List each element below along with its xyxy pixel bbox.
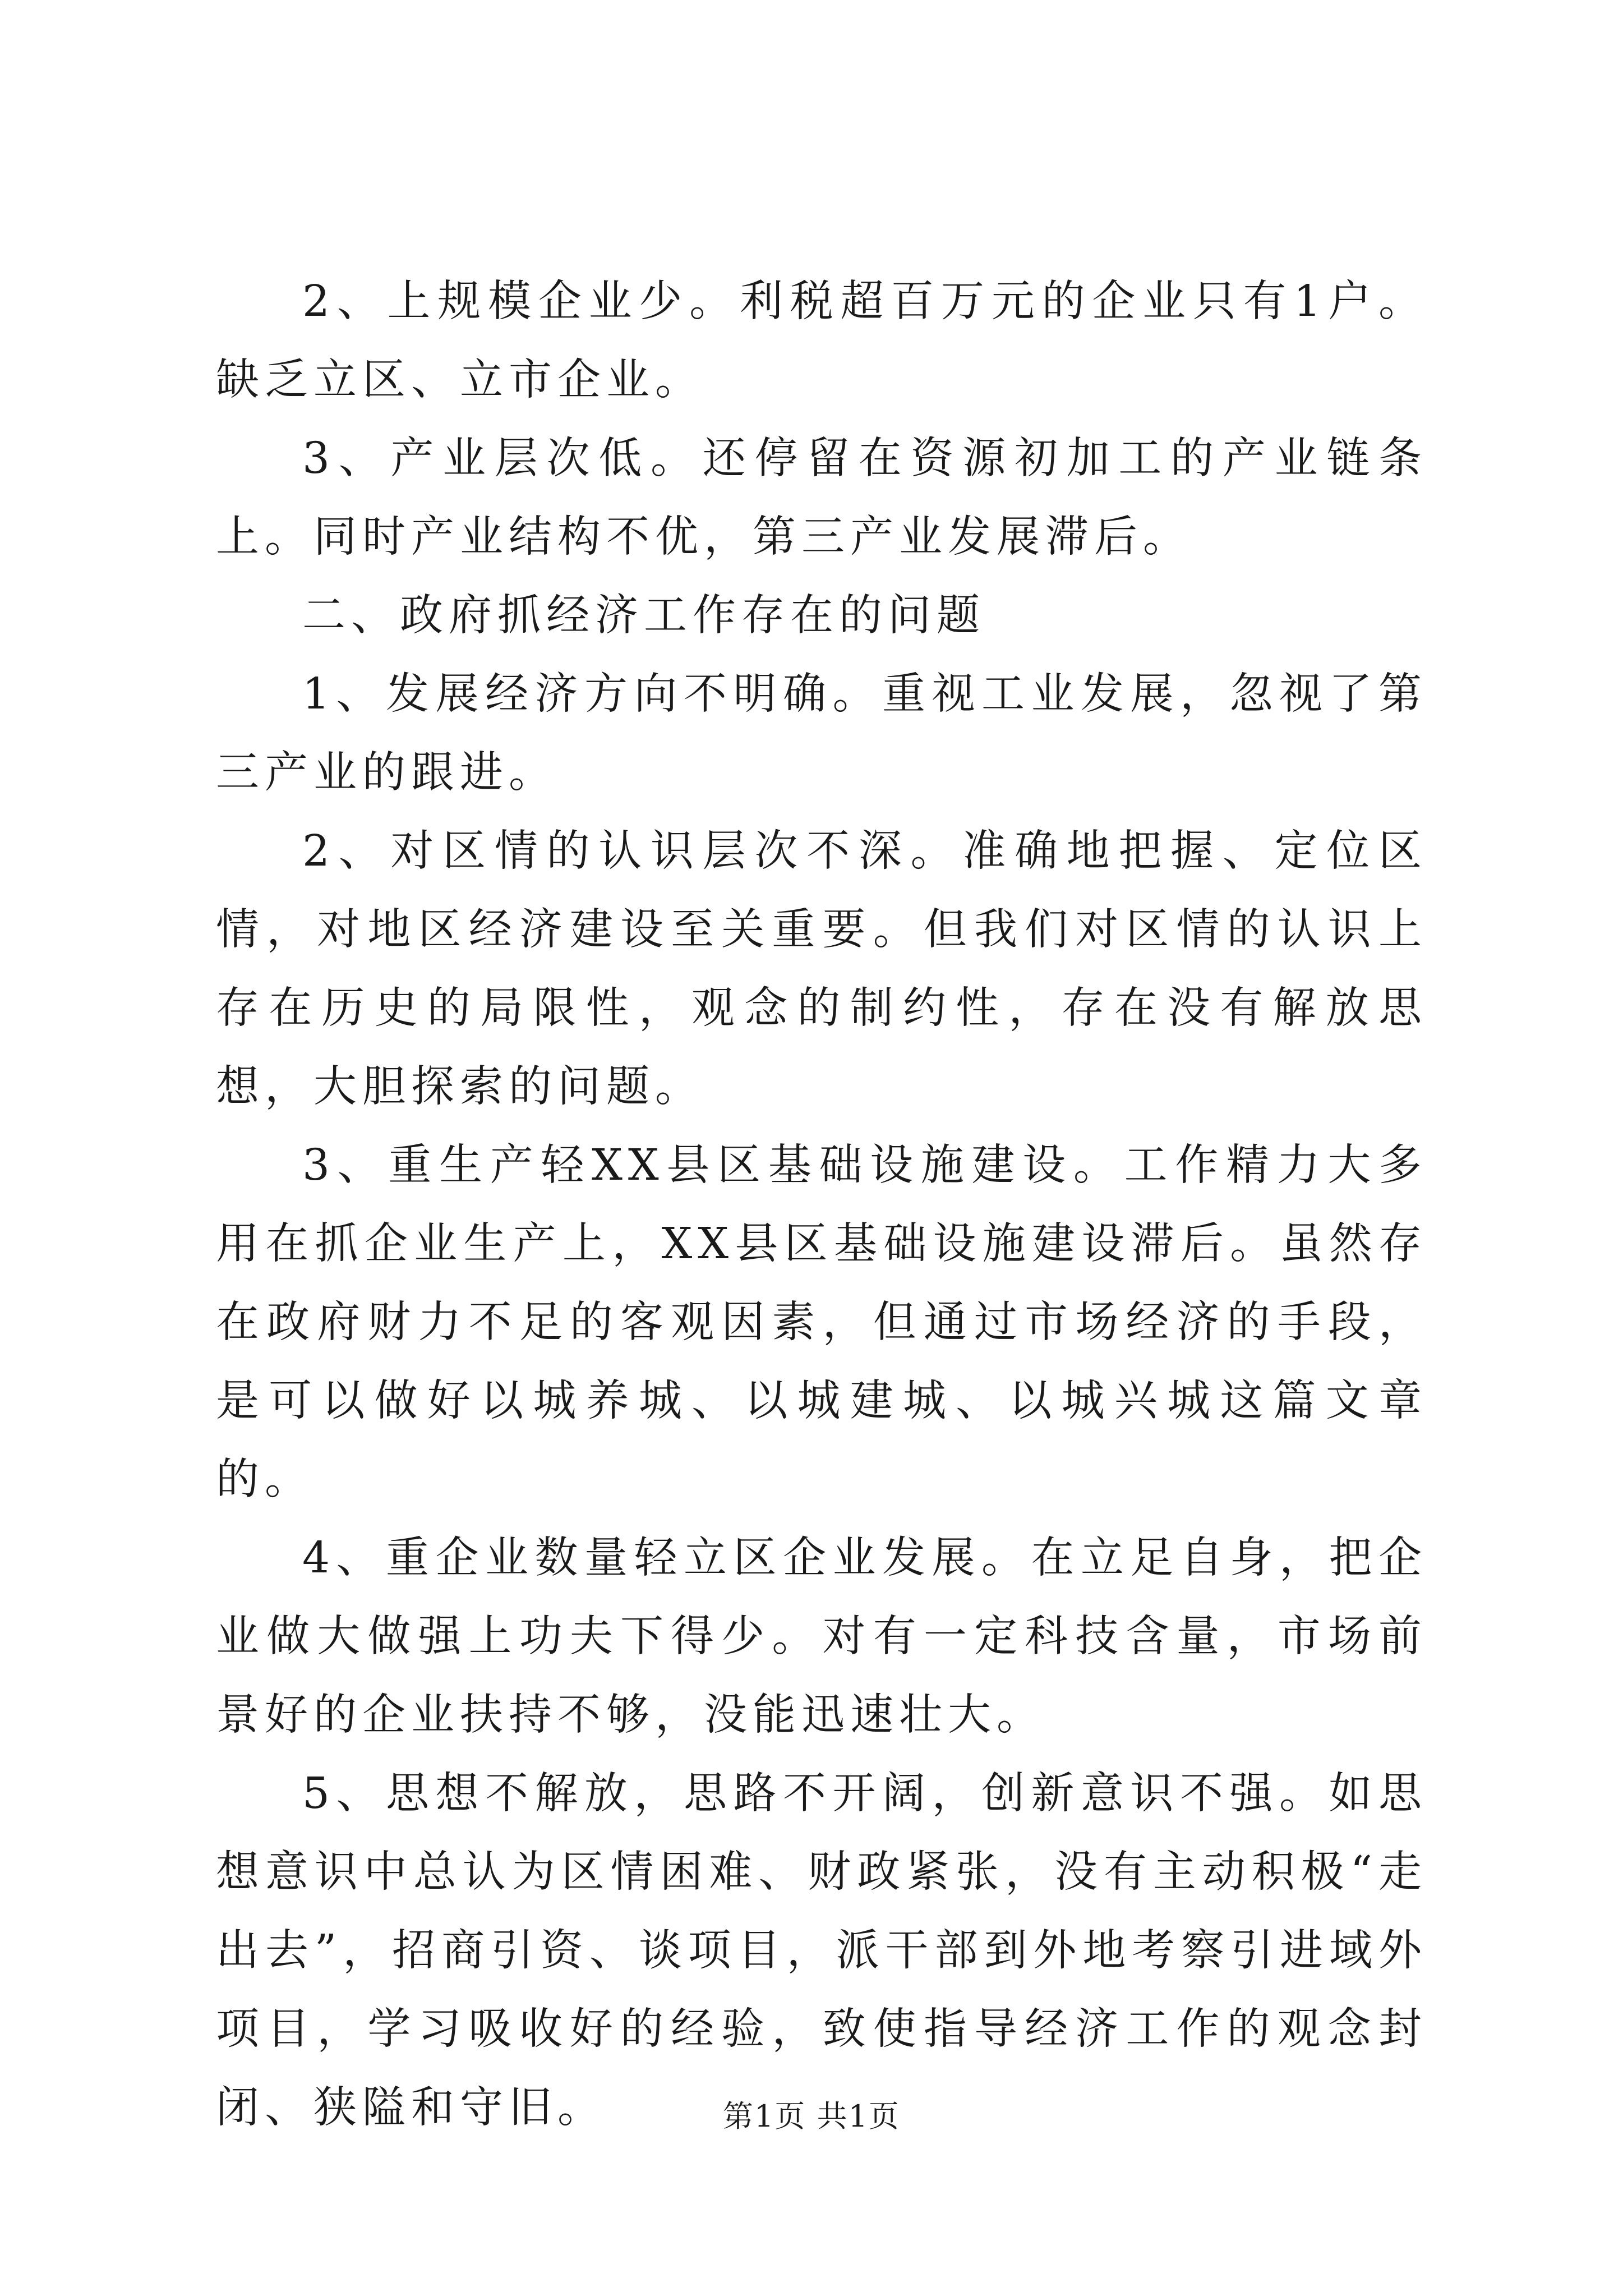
page-footer: 第1页 共1页: [723, 2099, 900, 2134]
paragraph-4: 2、对区情的认识层次不深。准确地把握、定位区情，对地区经济建设至关重要。但我们对区情的认识上存在历史的局限性，观念的制约性，存在没有解放思想，大胆探索的问题。: [216, 826, 1427, 1112]
paragraph-6: 4、重企业数量轻立区企业发展。在立足自身，把企业做大做强上功夫下得少。对有一定科技含量，市场前景好的企业扶持不够，没能迅速壮大。: [216, 1533, 1427, 1740]
document-body: [216, 263, 1427, 2147]
paragraph-5: 3、重生产轻XX县区基础设施建设。工作精力大多用在抓企业生产上，XX县区基础设施建设滞后。虽然存在政府财力不足的客观因素，但通过市场经济的手段，是可以做好以城养城、以城建城、以城兴城这篇文章的。: [216, 1140, 1427, 1504]
paragraph-2: 3、产业层次低。还停留在资源初加工的产业链条上。同时产业结构不优，第三产业发展滞后。: [216, 434, 1427, 562]
paragraph-3: 1、发展经济方向不明确。重视工业发展，忽视了第三产业的跟进。: [216, 669, 1427, 798]
section-heading: 二、政府抓经济工作存在的问题: [302, 591, 985, 641]
paragraph-1: 2、上规模企业少。利税超百万元的企业只有1户。缺乏立区、立市企业。: [216, 277, 1427, 405]
paragraph-7: 5、思想不解放，思路不开阔，创新意识不强。如思想意识中总认为区情困难、财政紧张，没有主动积极“走出去”，招商引资、谈项目，派干部到外地考察引进域外项目，学习吸收好的经验，致使指导经济工作的观念封闭、狭隘和守旧。: [216, 1769, 1427, 2133]
